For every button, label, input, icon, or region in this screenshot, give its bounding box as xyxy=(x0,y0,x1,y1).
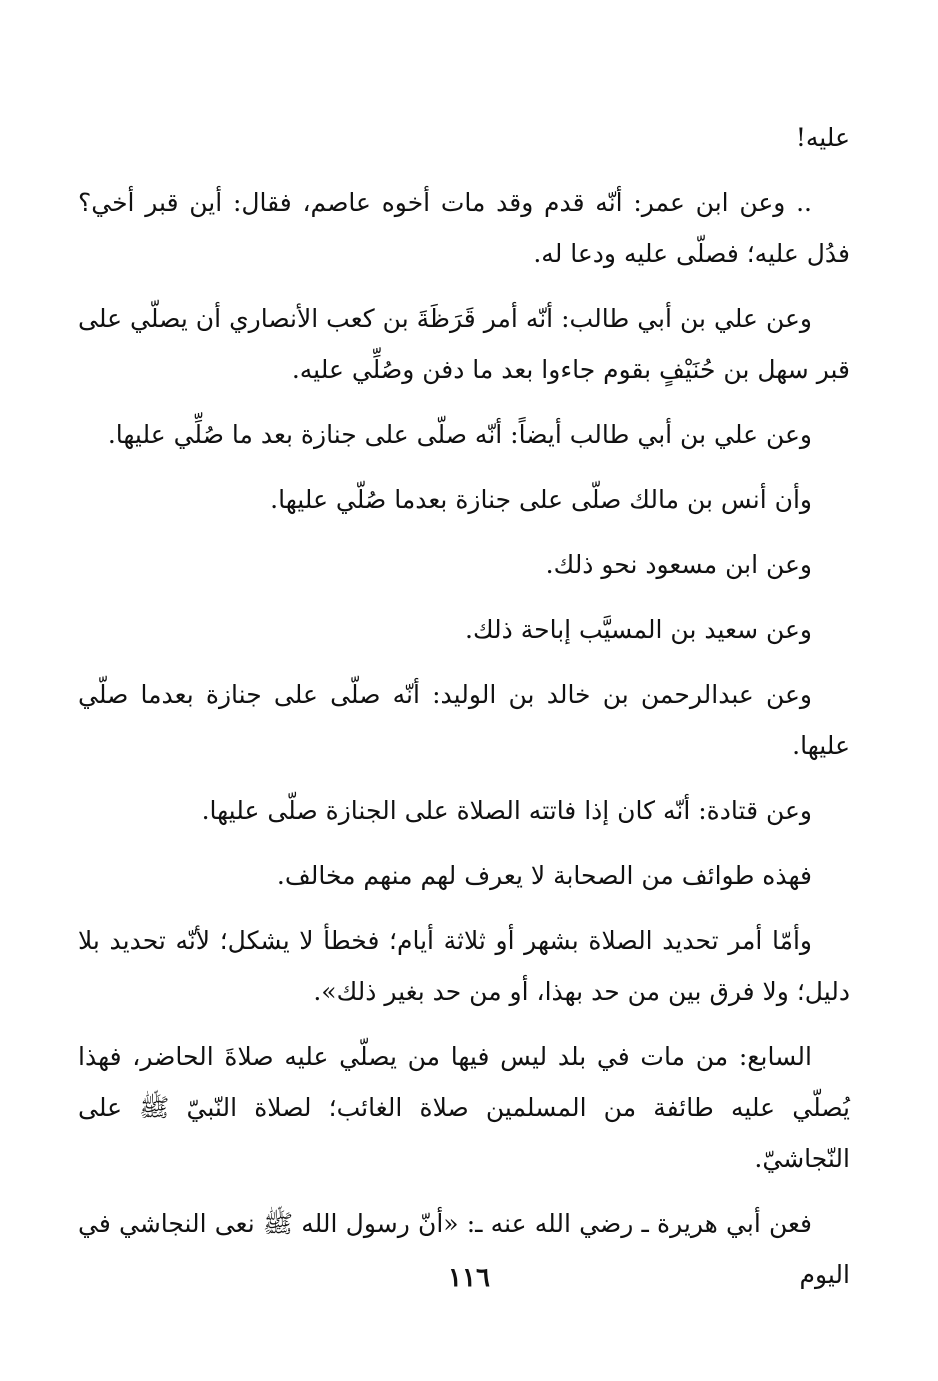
paragraph-qatada: وعن قتادة: أنّه كان إذا فاتته الصلاة على الجنازة صلّى عليها. xyxy=(201,796,812,825)
paragraph-seventh: السابع: من مات في بلد ليس فيها من يصلّي عليه صلاةَ الحاضر، فهذا يُصلّي عليه طائفة من المسلمين صلاة الغائب؛ لصلاة النّبيّ ﷺ على النّجاشيّ. xyxy=(78,1042,850,1173)
paragraph-continuation: عليه! xyxy=(795,123,850,152)
paragraph-saeed: وعن سعيد بن المسيَّب إباحة ذلك. xyxy=(465,615,812,644)
paragraph-anas: وأن أنس بن مالك صلّى على جنازة بعدما صُلّي عليها. xyxy=(270,485,812,514)
paragraph-abdurrahman: وعن عبدالرحمن بن خالد بن الوليد: أنّه صلّى على جنازة بعدما صلّي عليها. xyxy=(78,680,850,760)
paragraph-abu-hurayra: فعن أبي هريرة ـ رضي الله عنه ـ: «أنّ رسول الله ﷺ نعى النجاشي في اليوم xyxy=(78,1209,850,1289)
page-number: ١١٦ xyxy=(448,1263,490,1293)
paragraph-time-limit: وأمّا أمر تحديد الصلاة بشهر أو ثلاثة أيام؛ فخطأ لا يشكل؛ لأنّه تحديد بلا دليل؛ ولا فرق بين من حد بهذا، أو من حد بغير ذلك». xyxy=(78,926,850,1006)
paragraph-ali-qaraza: وعن علي بن أبي طالب: أنّه أمر قَرَظَةَ بن كعب الأنصاري أن يصلّي على قبر سهل بن حُنَيْفٍ بقوم جاءوا بعد ما دفن وصُلِّي عليه. xyxy=(78,304,850,384)
paragraph-ali-again: وعن علي بن أبي طالب أيضاً: أنّه صلّى على جنازة بعد ما صُلِّي عليها. xyxy=(107,420,812,449)
paragraph-companions: فهذه طوائف من الصحابة لا يعرف لهم منهم مخالف. xyxy=(276,861,812,890)
paragraph-ibn-masud: وعن ابن مسعود نحو ذلك. xyxy=(545,550,812,579)
page-body xyxy=(78,112,850,1314)
paragraph-ibn-umar: .. وعن ابن عمر: أنّه قدم وقد مات أخوه عاصم، فقال: أين قبر أخي؟ فدُل عليه؛ فصلّى عليه ودعا له. xyxy=(78,188,850,268)
